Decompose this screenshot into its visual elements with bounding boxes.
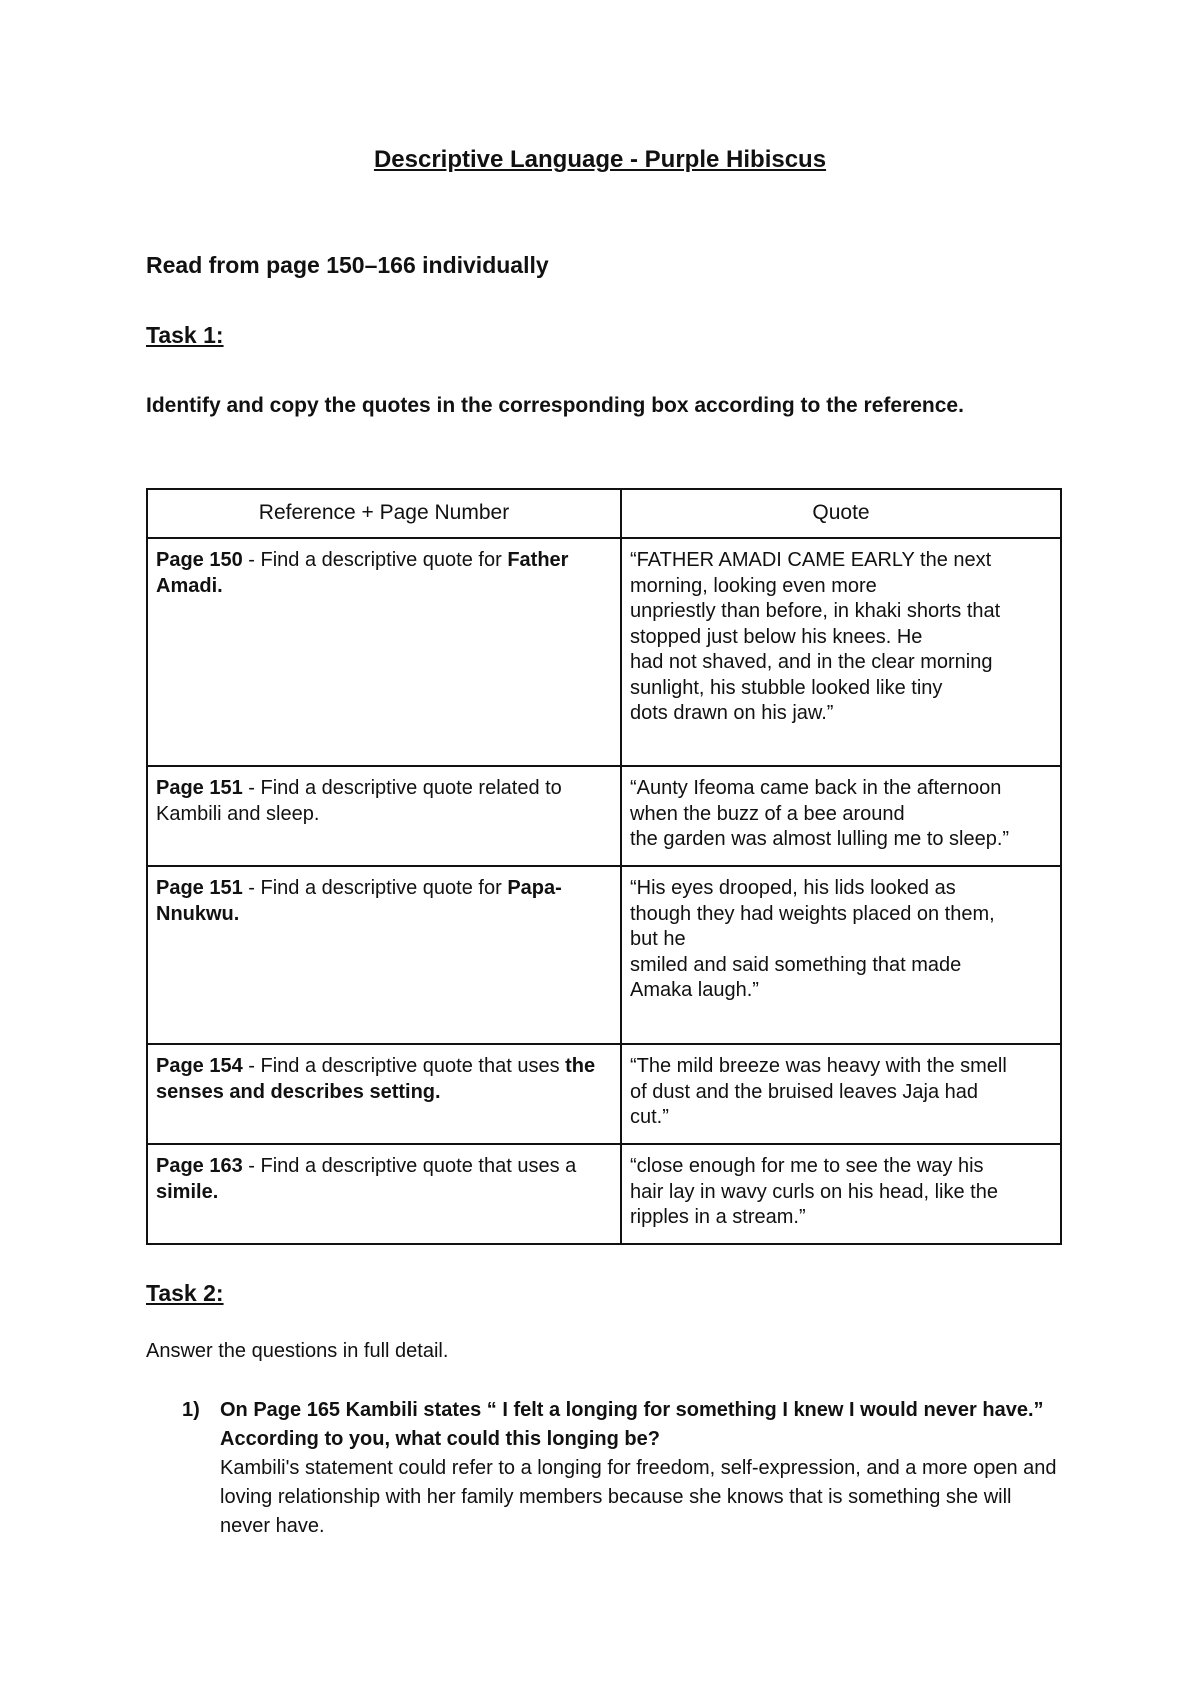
reference-cell [147, 1144, 621, 1244]
quote-line: hair lay in wavy curls on his head, like the [630, 1180, 998, 1203]
quote-line: “FATHER AMADI CAME EARLY the next [630, 549, 992, 571]
quotes-table [146, 488, 1062, 1245]
quote-line: smiled and said something that made [630, 953, 962, 976]
task1-instruction: Identify and copy the quotes in the corresponding box according to the reference. [146, 394, 964, 417]
reference-cell [147, 538, 621, 766]
page-number: Page 151 [156, 777, 243, 799]
question-text: On Page 165 Kambili states “ I felt a longing for something I knew I would never have.” According to you, what could this longing be? [220, 1399, 1044, 1450]
prompt-emphasis: Father Amadi. [156, 549, 569, 597]
table-row [147, 1144, 1061, 1244]
quote-line: had not shaved, and in the clear morning [630, 651, 993, 673]
prompt-emphasis: Papa-Nnukwu. [156, 877, 562, 925]
quote-line: of dust and the bruised leaves Jaja had [630, 1080, 979, 1103]
page-number: Page 163 [156, 1155, 243, 1177]
quote-line: stopped just below his knees. He [630, 625, 923, 648]
quote-line: morning, looking even more [630, 574, 877, 597]
table-row [147, 538, 1061, 766]
quote-line: dots drawn on his jaw.” [630, 702, 834, 724]
separator: - [242, 777, 261, 799]
header-quote: Quote [621, 489, 1061, 538]
answer-text: Kambili's statement could refer to a longing for freedom, self-expression, and a more open and loving relationship with her family members because she knows that is something she will never have. [220, 1457, 1057, 1537]
table-row [147, 1044, 1061, 1144]
table-row [147, 866, 1061, 1044]
reference-cell [147, 1044, 621, 1144]
prompt-text: Find a descriptive quote that uses a [260, 1155, 577, 1177]
separator: - [242, 1155, 261, 1177]
quote-line: “His eyes drooped, his lids looked as [630, 877, 956, 899]
reference-cell [147, 866, 621, 1044]
quote-line: though they had weights placed on them, [630, 902, 995, 925]
separator: - [242, 1055, 261, 1077]
table-row [147, 766, 1061, 866]
quote-line: ripples in a stream.” [630, 1206, 806, 1228]
quote-cell [621, 766, 1061, 866]
task2-heading: Task 2: [146, 1280, 224, 1306]
quote-line: “Aunty Ifeoma came back in the afternoon [630, 777, 1002, 799]
separator: - [242, 549, 261, 571]
page-number: Page 150 [156, 549, 243, 571]
reference-cell [147, 766, 621, 866]
quote-line: “close enough for me to see the way his [630, 1155, 984, 1177]
task2-instruction: Answer the questions in full detail. [146, 1340, 449, 1362]
quote-cell [621, 1144, 1061, 1244]
task1-heading: Task 1: [146, 322, 224, 348]
quote-line: Amaka laugh.” [630, 979, 759, 1001]
read-instruction: Read from page 150–166 individually [146, 252, 549, 278]
prompt-text: Find a descriptive quote for [260, 549, 508, 571]
prompt-text: Find a descriptive quote for [260, 877, 508, 899]
table-header-row [147, 489, 1061, 538]
header-reference: Reference + Page Number [147, 489, 621, 538]
quote-cell [621, 866, 1061, 1044]
quote-cell [621, 1044, 1061, 1144]
quote-line: unpriestly than before, in khaki shorts that [630, 600, 1001, 622]
separator: - [242, 877, 261, 899]
quote-line: but he [630, 928, 686, 950]
prompt-text: Find a descriptive quote related to Kambili and sleep. [156, 777, 562, 825]
document-title: Descriptive Language - Purple Hibiscus [373, 146, 827, 173]
question-body [220, 1396, 1062, 1541]
page-number: Page 154 [156, 1055, 243, 1077]
prompt-text: Find a descriptive quote that uses [260, 1055, 566, 1077]
quote-line: “The mild breeze was heavy with the smell [630, 1055, 1007, 1077]
prompt-emphasis: simile. [156, 1180, 219, 1203]
quote-line: cut.” [630, 1106, 669, 1128]
quote-cell [621, 538, 1061, 766]
question-item [182, 1396, 1062, 1541]
quote-line: when the buzz of a bee around [630, 802, 905, 825]
prompt-emphasis: the senses and describes setting. [156, 1055, 596, 1103]
page-number: Page 151 [156, 877, 243, 899]
quote-line: sunlight, his stubble looked like tiny [630, 676, 943, 699]
quote-line: the garden was almost lulling me to sleep.” [630, 828, 1010, 850]
question-number: 1) [182, 1399, 200, 1421]
